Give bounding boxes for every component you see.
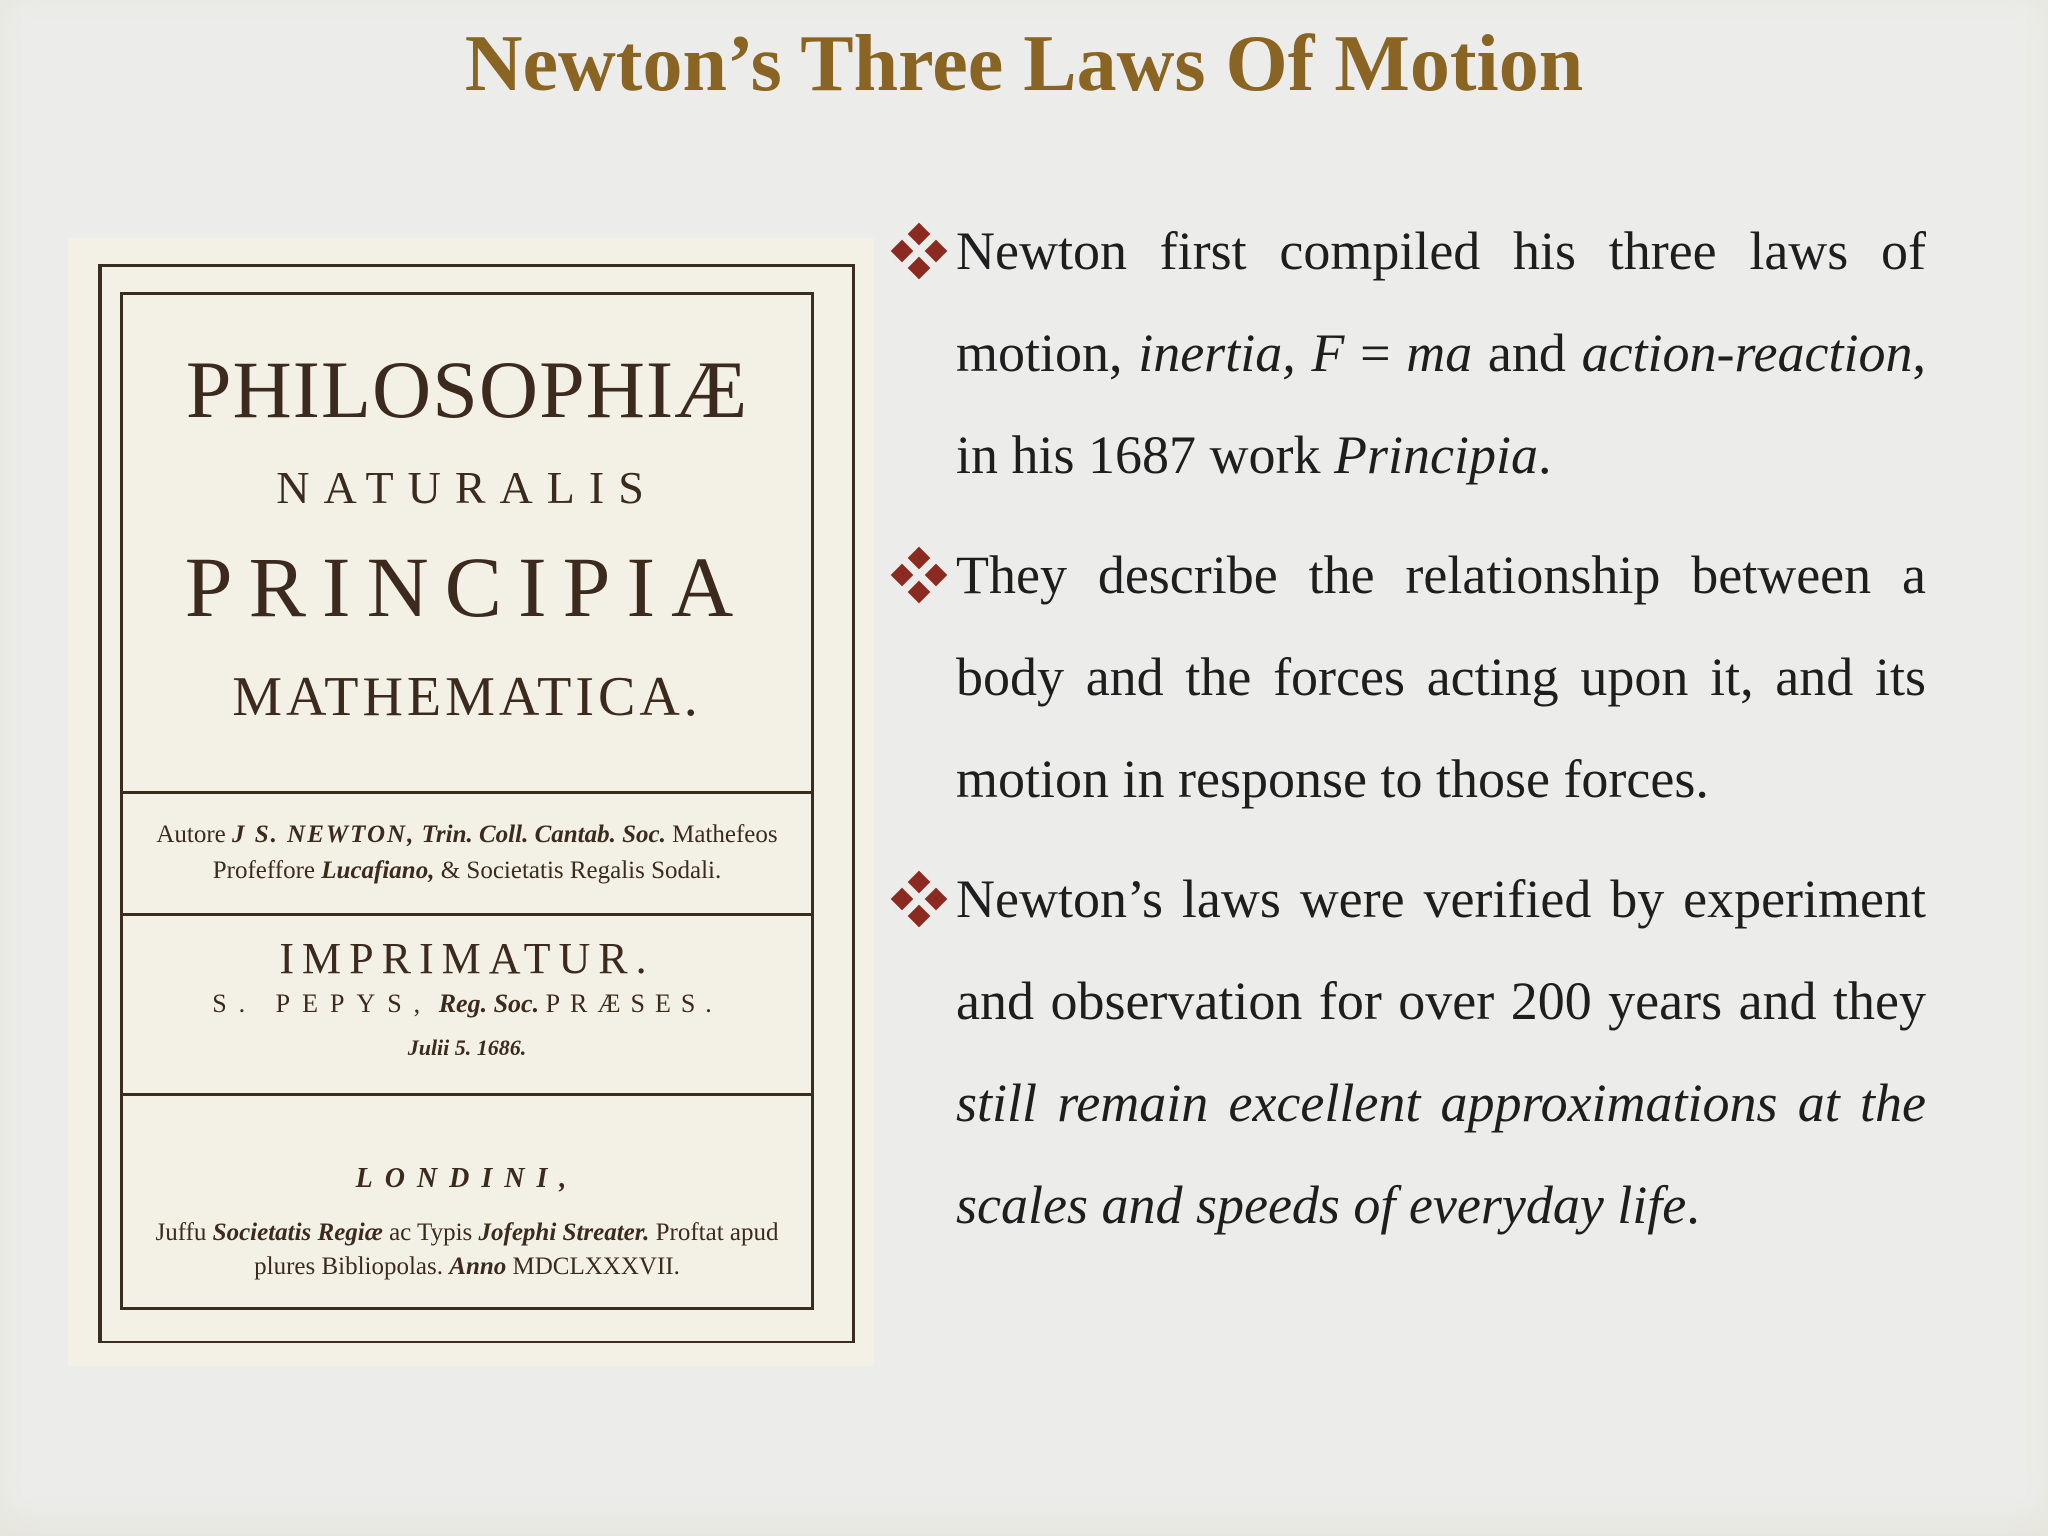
four-diamond-bullet-icon (894, 874, 944, 924)
bullet-item-1 (890, 200, 1926, 506)
pepys-b: Reg. Soc. (438, 989, 540, 1018)
bullet-text-2: They describe the relationship between a body and the forces acting upon it, and its motion in response to those forces. (956, 545, 1926, 809)
bullet-item-2 (890, 524, 1926, 830)
londini: LONDINI, (355, 1163, 579, 1194)
title-principia: PRINCIPIA (184, 539, 750, 635)
bullet-text-1: Newton first compiled his three laws of motion, inertia, F = ma and action-reaction, in his 1687 work Principia. (956, 221, 1926, 485)
bullet-list (890, 200, 1926, 1274)
author2-b: Lucafiano, (321, 857, 435, 884)
pepys-c: PRÆSES. (545, 989, 722, 1018)
title-page-inner-frame (120, 292, 814, 1310)
pepys-a: S. PEPYS, (212, 989, 433, 1018)
pub2-a: plures Bibliopolas. (254, 1253, 444, 1280)
title-philosophiae: PHILOSOPHIÆ (185, 344, 749, 435)
publisher-line-2 (123, 1253, 811, 1281)
slide-title: Newton’s Three Laws Of Motion (464, 20, 1584, 108)
pub1-c: ac Typis (389, 1219, 473, 1246)
author-line-1 (123, 821, 811, 849)
title-mathematica: MATHEMATICA. (232, 666, 702, 728)
imprimatur: IMPRIMATUR. (279, 934, 655, 983)
pub1-a: Juffu (155, 1219, 207, 1246)
rule-3 (123, 1093, 811, 1096)
author-line-2 (123, 857, 811, 885)
author-c: Mathefeos (672, 821, 778, 848)
author2-a: Profeffore (212, 857, 316, 884)
pub1-d: Jofephi Streater. (478, 1219, 650, 1246)
author-b: Trin. Coll. Cantab. Soc. (421, 821, 666, 848)
author-name: J S. NEWTON, (232, 821, 416, 848)
four-diamond-bullet-icon (894, 226, 944, 276)
title-naturalis: NATURALIS (276, 462, 658, 513)
pepys-line (123, 989, 811, 1019)
publisher-line-1 (123, 1219, 811, 1247)
pub2-c: MDCLXXXVII. (512, 1253, 680, 1280)
pub1-e: Proftat apud (655, 1219, 779, 1246)
pub1-b: Societatis Regiæ (212, 1219, 383, 1246)
principia-title-page-image (68, 238, 874, 1366)
bullet-text-3: Newton’s laws were verified by experiment and observation for over 200 years and they still remain excellent approximations at the scales and speeds of everyday life. (956, 869, 1926, 1235)
author2-c: & Societatis Regalis Sodali. (440, 857, 722, 884)
rule-1 (123, 791, 811, 794)
bullet-item-3 (890, 848, 1926, 1256)
author-a: Autore (156, 821, 226, 848)
imprimatur-date: Julii 5. 1686. (407, 1035, 527, 1060)
pub2-b: Anno (449, 1253, 507, 1280)
rule-2 (123, 913, 811, 916)
four-diamond-bullet-icon (894, 550, 944, 600)
